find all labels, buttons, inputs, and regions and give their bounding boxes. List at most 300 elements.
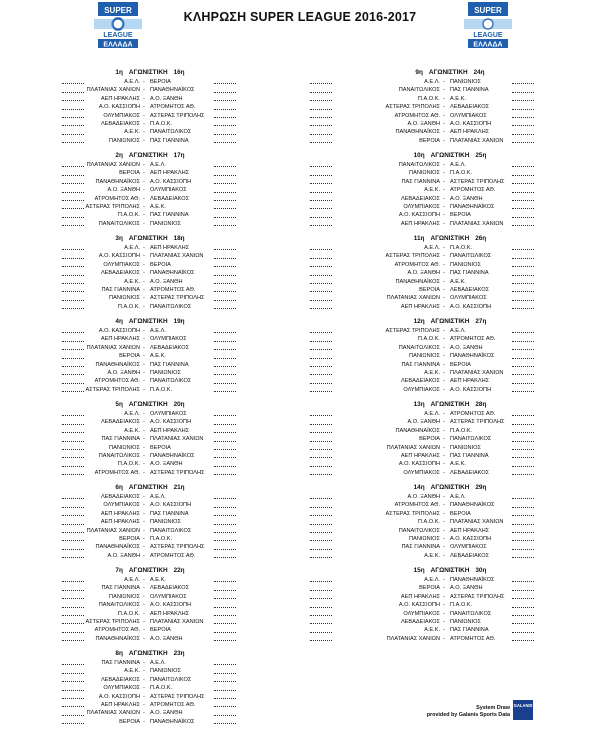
home-team: Α.Ο. ΚΑΣΣΙΟΠΗ [98, 104, 140, 111]
score-blank-right [512, 410, 534, 418]
score-blank-right [512, 86, 534, 94]
round-block [0, 234, 300, 317]
match-row [0, 335, 300, 343]
score-blank-left [62, 469, 84, 477]
home-team: Α.Ε.Κ. [124, 129, 140, 136]
match-separator: - [143, 676, 145, 683]
away-team: ΠΑΣ ΓΙΑΝΝΙΝΑ [150, 510, 189, 517]
score-blank-left [62, 294, 84, 302]
home-team: Π.Α.Ο.Κ. [417, 336, 440, 343]
match-separator: - [143, 602, 145, 609]
home-team: ΑΕΠ ΗΡΑΚΛΗΣ [100, 336, 140, 343]
match-separator: - [143, 129, 145, 136]
round-header-ret: 17η [173, 152, 185, 159]
round-header-label: ΑΓΩΝΙΣΤΙΚΗ [430, 318, 470, 325]
match-separator: - [443, 585, 445, 592]
match-separator: - [443, 635, 445, 642]
home-team: ΠΑΝΑΙΤΩΛΙΚΟΣ [398, 162, 440, 168]
score-blank-right [214, 667, 236, 675]
score-blank-right [214, 535, 236, 543]
score-blank-right [214, 610, 236, 618]
home-team: ΠΑΝΙΩΝΙΟΣ [409, 170, 440, 177]
match-row [300, 195, 600, 203]
match-separator: - [143, 535, 145, 542]
match-separator: - [143, 195, 145, 202]
away-team: Α.Ο. ΞΑΝΘΗ [450, 195, 483, 202]
match-row [300, 460, 600, 468]
round-header [0, 68, 300, 78]
home-team: Π.Α.Ο.Κ. [117, 610, 140, 617]
match-row [0, 584, 300, 592]
match-row [300, 161, 600, 169]
score-blank-left [62, 444, 84, 452]
round-header [300, 317, 600, 327]
round-header-label: ΑΓΩΝΙΣΤΙΚΗ [428, 69, 468, 76]
match-separator: - [443, 544, 445, 551]
match-row [0, 601, 300, 609]
score-blank-left [310, 161, 332, 169]
match-separator: - [143, 461, 145, 468]
score-blank-left [62, 626, 84, 634]
away-team: ΑΣΤΕΡΑΣ ΤΡΙΠΟΛΗΣ [150, 693, 205, 700]
match-row [0, 444, 300, 452]
home-team: Α.Ε.Λ. [124, 577, 140, 583]
score-blank-left [62, 128, 84, 136]
score-blank-left [310, 137, 332, 145]
home-team: ΟΛΥΜΠΙΑΚΟΣ [403, 610, 440, 617]
score-blank-right [512, 211, 534, 219]
match-separator: - [143, 469, 145, 476]
away-team: Α.Ε.Κ. [150, 353, 166, 360]
away-team: Π.Α.Ο.Κ. [150, 120, 173, 127]
home-team: ΑΤΡΟΜΗΤΟΣ ΑΘ. [394, 261, 440, 268]
match-row [0, 659, 300, 667]
match-row [300, 469, 600, 477]
score-blank-right [512, 195, 534, 203]
round-block [300, 68, 600, 151]
match-separator: - [143, 328, 145, 334]
away-team: ΟΛΥΜΠΙΑΚΟΣ [150, 593, 187, 600]
round-header-num: 3η [115, 235, 123, 242]
score-blank-right [512, 203, 534, 211]
home-team: ΛΕΒΑΔΕΙΑΚΟΣ [100, 270, 140, 277]
score-blank-right [512, 169, 534, 177]
round-block [0, 483, 300, 566]
match-row [300, 576, 600, 584]
galanis-logo: GALANIS [513, 700, 533, 720]
match-row [0, 286, 300, 294]
score-blank-left [62, 693, 84, 701]
score-blank-left [310, 452, 332, 460]
score-blank-left [62, 452, 84, 460]
match-separator: - [143, 452, 145, 459]
score-blank-left [62, 618, 84, 626]
round-header-label: ΑΓΩΝΙΣΤΙΚΗ [128, 152, 168, 159]
score-blank-right [214, 203, 236, 211]
score-blank-right [214, 377, 236, 385]
home-team: ΠΑΣ ΓΙΑΝΝΙΝΑ [101, 660, 140, 666]
score-blank-left [310, 344, 332, 352]
score-blank-left [62, 186, 84, 194]
home-team: Α.Ε.Λ. [124, 411, 140, 417]
round-header-label: ΑΓΩΝΙΣΤΙΚΗ [128, 484, 168, 491]
away-team: Α.Ο. ΞΑΝΘΗ [150, 635, 183, 642]
score-blank-left [310, 527, 332, 535]
match-separator: - [143, 618, 145, 625]
score-blank-left [310, 543, 332, 551]
score-blank-left [62, 78, 84, 86]
home-team: ΑΕΠ ΗΡΑΚΛΗΣ [400, 303, 440, 310]
score-blank-left [310, 469, 332, 477]
score-blank-right [214, 418, 236, 426]
away-team: ΒΕΡΟΙΑ [450, 212, 471, 219]
score-blank-right [214, 78, 236, 86]
score-blank-right [512, 601, 534, 609]
score-blank-left [62, 701, 84, 709]
away-team: ΑΤΡΟΜΗΤΟΣ ΑΘ. [150, 552, 196, 559]
match-row [0, 244, 300, 252]
score-blank-left [310, 593, 332, 601]
home-team: Α.Ο. ΚΑΣΣΙΟΠΗ [98, 328, 140, 334]
home-team: ΒΕΡΟΙΑ [119, 170, 140, 177]
match-row [300, 410, 600, 418]
score-blank-right [512, 269, 534, 277]
away-team: ΒΕΡΟΙΑ [450, 510, 471, 517]
match-separator: - [443, 336, 445, 343]
home-team: Α.Ο. ΞΑΝΘΗ [407, 419, 440, 426]
score-blank-right [214, 137, 236, 145]
score-blank-left [62, 659, 84, 667]
home-team: ΠΑΣ ΓΙΑΝΝΙΝΑ [101, 436, 140, 443]
score-blank-left [62, 278, 84, 286]
match-row [300, 369, 600, 377]
score-blank-right [512, 576, 534, 584]
round-block [300, 234, 600, 317]
match-row [0, 78, 300, 86]
score-blank-left [62, 684, 84, 692]
match-separator: - [443, 610, 445, 617]
score-blank-left [62, 501, 84, 509]
match-separator: - [443, 120, 445, 127]
home-team: Α.Ο. ΚΑΣΣΙΟΠΗ [398, 602, 440, 609]
score-blank-right [214, 618, 236, 626]
match-separator: - [143, 552, 145, 559]
score-blank-left [62, 377, 84, 385]
match-row [300, 244, 600, 252]
round-header-num: 2η [115, 152, 123, 159]
score-blank-left [310, 294, 332, 302]
score-blank-right [512, 220, 534, 228]
match-separator: - [443, 344, 445, 351]
match-row [0, 552, 300, 560]
score-blank-left [62, 261, 84, 269]
home-team: ΠΑΝΙΩΝΙΟΣ [409, 535, 440, 542]
home-team: ΑΤΡΟΜΗΤΟΣ ΑΘ. [94, 469, 140, 476]
away-team: Π.Α.Ο.Κ. [450, 245, 473, 251]
score-blank-left [62, 667, 84, 675]
away-team: Α.Ο. ΞΑΝΘΗ [150, 278, 183, 285]
match-separator: - [143, 411, 145, 417]
home-team: ΑΤΡΟΜΗΤΟΣ ΑΘ. [94, 627, 140, 634]
home-team: ΑΕΠ ΗΡΑΚΛΗΣ [100, 95, 140, 102]
score-blank-right [512, 128, 534, 136]
score-blank-right [512, 386, 534, 394]
match-row [0, 452, 300, 460]
home-team: ΑΕΠ ΗΡΑΚΛΗΣ [400, 220, 440, 227]
round-header-num: 13η [413, 401, 425, 408]
round-block [300, 566, 600, 649]
home-team: ΠΑΝΙΩΝΙΟΣ [409, 353, 440, 360]
home-team: ΠΑΝΑΙΤΩΛΙΚΟΣ [98, 602, 140, 609]
rounds-column-right [300, 68, 600, 649]
home-team: Α.Ε.Κ. [424, 552, 440, 559]
score-blank-left [62, 252, 84, 260]
home-team: ΑΕΠ ΗΡΑΚΛΗΣ [100, 510, 140, 517]
round-block [300, 483, 600, 566]
match-row [300, 386, 600, 394]
match-row [300, 211, 600, 219]
score-blank-left [62, 552, 84, 560]
home-team: ΒΕΡΟΙΑ [119, 535, 140, 542]
home-team: ΠΑΝΑΘΗΝΑΪΚΟΣ [395, 427, 440, 434]
home-team: ΑΤΡΟΜΗΤΟΣ ΑΘ. [394, 502, 440, 509]
away-team: ΠΑΝΑΘΗΝΑΪΚΟΣ [450, 502, 495, 509]
score-blank-right [214, 659, 236, 667]
footer-system-draw: System Draw [476, 705, 510, 711]
home-team: Π.Α.Ο.Κ. [117, 303, 140, 310]
score-blank-left [310, 327, 332, 335]
svg-text:LEAGUE: LEAGUE [473, 32, 503, 39]
away-team: ΑΤΡΟΜΗΤΟΣ ΑΘ. [150, 701, 196, 708]
match-row [0, 86, 300, 94]
score-blank-right [214, 220, 236, 228]
away-team: ΟΛΥΜΠΙΑΚΟΣ [150, 187, 187, 194]
score-blank-left [62, 211, 84, 219]
home-team: ΑΣΤΕΡΑΣ ΤΡΙΠΟΛΗΣ [385, 104, 440, 111]
away-team: Α.Ε.Κ. [450, 278, 466, 285]
round-header-num: 4η [115, 318, 123, 325]
home-team: Π.Α.Ο.Κ. [117, 212, 140, 219]
home-team: ΠΑΝΙΩΝΙΟΣ [109, 444, 140, 451]
home-team: ΑΤΡΟΜΗΤΟΣ ΑΘ. [94, 378, 140, 385]
away-team: ΠΑΝΑΘΗΝΑΪΚΟΣ [450, 577, 495, 583]
away-team: ΒΕΡΟΙΑ [150, 627, 171, 634]
match-row [0, 626, 300, 634]
match-row [300, 518, 600, 526]
score-blank-right [214, 294, 236, 302]
score-blank-left [62, 112, 84, 120]
match-separator: - [443, 278, 445, 285]
score-blank-right [512, 501, 534, 509]
match-separator: - [143, 635, 145, 642]
score-blank-right [512, 261, 534, 269]
home-team: ΠΑΝΑΘΗΝΑΪΚΟΣ [395, 129, 440, 136]
round-header-label: ΑΓΩΝΙΣΤΙΚΗ [430, 567, 470, 574]
match-separator: - [143, 353, 145, 360]
match-separator: - [443, 295, 445, 302]
round-header [0, 234, 300, 244]
score-blank-right [512, 335, 534, 343]
match-separator: - [443, 112, 445, 119]
score-blank-right [214, 510, 236, 518]
match-separator: - [143, 668, 145, 675]
score-blank-right [214, 626, 236, 634]
match-row [300, 361, 600, 369]
home-team: Α.Ε.Κ. [424, 627, 440, 634]
match-separator: - [443, 253, 445, 260]
score-blank-left [310, 195, 332, 203]
match-row [300, 103, 600, 111]
home-team: Α.Ο. ΞΑΝΘΗ [107, 552, 140, 559]
score-blank-right [214, 103, 236, 111]
home-team: ΠΑΝΑΙΤΩΛΙΚΟΣ [398, 87, 440, 94]
score-blank-right [512, 186, 534, 194]
match-row [300, 510, 600, 518]
away-team: ΛΕΒΑΔΕΙΑΚΟΣ [450, 104, 490, 111]
match-separator: - [443, 286, 445, 293]
home-team: ΠΑΣ ΓΙΑΝΝΙΝΑ [101, 286, 140, 293]
home-team: ΛΕΒΑΔΕΙΑΚΟΣ [400, 618, 440, 625]
match-separator: - [443, 361, 445, 368]
match-separator: - [443, 369, 445, 376]
match-separator: - [443, 427, 445, 434]
match-row [300, 128, 600, 136]
match-separator: - [443, 386, 445, 393]
match-separator: - [143, 270, 145, 277]
match-row [0, 195, 300, 203]
home-team: ΟΛΥΜΠΙΑΚΟΣ [103, 112, 140, 119]
score-blank-right [512, 552, 534, 560]
round-block [0, 566, 300, 649]
away-team: ΠΑΣ ΓΙΑΝΝΙΝΑ [450, 452, 489, 459]
score-blank-left [62, 86, 84, 94]
home-team: ΛΕΒΑΔΕΙΑΚΟΣ [100, 494, 140, 500]
match-separator: - [443, 245, 445, 251]
match-separator: - [443, 87, 445, 94]
match-separator: - [143, 701, 145, 708]
home-team: ΒΕΡΟΙΑ [419, 436, 440, 443]
home-team: Α.Ο. ΚΑΣΣΙΟΠΗ [98, 693, 140, 700]
score-blank-right [214, 261, 236, 269]
score-blank-right [214, 344, 236, 352]
match-separator: - [443, 494, 445, 500]
score-blank-left [62, 103, 84, 111]
round-header-label: ΑΓΩΝΙΣΤΙΚΗ [430, 401, 470, 408]
match-separator: - [443, 328, 445, 334]
match-separator: - [443, 187, 445, 194]
match-row [0, 211, 300, 219]
home-team: ΑΕΠ ΗΡΑΚΛΗΣ [100, 519, 140, 526]
away-team: ΠΑΝΑΘΗΝΑΪΚΟΣ [150, 270, 195, 277]
away-team: Α.Ο. ΚΑΣΣΙΟΠΗ [150, 419, 192, 426]
score-blank-left [62, 510, 84, 518]
score-blank-right [512, 286, 534, 294]
away-team: Α.Ο. ΚΑΣΣΙΟΠΗ [450, 386, 492, 393]
match-separator: - [443, 104, 445, 111]
home-team: Α.Ο. ΞΑΝΘΗ [407, 120, 440, 127]
match-row [0, 610, 300, 618]
away-team: Α.Ο. ΞΑΝΘΗ [450, 585, 483, 592]
match-separator: - [143, 419, 145, 426]
score-blank-left [62, 361, 84, 369]
round-header-num: 11η [413, 235, 425, 242]
match-row [0, 252, 300, 260]
match-row [300, 278, 600, 286]
match-separator: - [143, 369, 145, 376]
score-blank-left [310, 460, 332, 468]
match-separator: - [143, 386, 145, 393]
score-blank-left [310, 220, 332, 228]
away-team: ΠΑΝΑΘΗΝΑΪΚΟΣ [150, 718, 195, 725]
home-team: Α.Ε.Λ. [124, 245, 140, 251]
match-row [300, 584, 600, 592]
away-team: Α.Ο. ΚΑΣΣΙΟΠΗ [150, 602, 192, 609]
score-blank-right [512, 418, 534, 426]
away-team: ΠΑΝΑΙΤΩΛΙΚΟΣ [150, 129, 192, 136]
away-team: Π.Α.Ο.Κ. [450, 602, 473, 609]
score-blank-right [512, 535, 534, 543]
score-blank-right [512, 593, 534, 601]
match-row [300, 286, 600, 294]
score-blank-right [512, 510, 534, 518]
away-team: Α.Ο. ΞΑΝΘΗ [450, 344, 483, 351]
score-blank-left [62, 518, 84, 526]
match-separator: - [143, 253, 145, 260]
score-blank-right [512, 460, 534, 468]
home-team: ΠΛΑΤΑΝΙΑΣ ΧΑΝΙΩΝ [386, 295, 440, 302]
round-header [300, 151, 600, 161]
svg-text:SUPER: SUPER [104, 6, 132, 15]
match-row [0, 709, 300, 717]
match-row [300, 427, 600, 435]
away-team: Α.Ο. ΚΑΣΣΙΟΠΗ [450, 535, 492, 542]
match-row [0, 435, 300, 443]
rounds-column-left [0, 68, 300, 732]
match-row [300, 635, 600, 643]
round-header [0, 566, 300, 576]
score-blank-left [310, 120, 332, 128]
match-separator: - [143, 187, 145, 194]
score-blank-left [62, 303, 84, 311]
score-blank-right [512, 78, 534, 86]
score-blank-right [214, 86, 236, 94]
away-team: ΒΕΡΟΙΑ [150, 444, 171, 451]
score-blank-right [214, 709, 236, 717]
away-team: ΠΑΝΑΙΤΩΛΙΚΟΣ [150, 527, 192, 534]
away-team: ΠΑΝΑΙΤΩΛΙΚΟΣ [450, 253, 492, 260]
away-team: ΑΣΤΕΡΑΣ ΤΡΙΠΟΛΗΣ [150, 112, 205, 119]
score-blank-left [310, 352, 332, 360]
score-blank-right [214, 278, 236, 286]
score-blank-right [214, 584, 236, 592]
score-blank-right [214, 444, 236, 452]
match-separator: - [143, 278, 145, 285]
match-separator: - [143, 104, 145, 111]
score-blank-right [214, 693, 236, 701]
away-team: ΠΛΑΤΑΝΙΑΣ ΧΑΝΙΩΝ [450, 220, 504, 227]
score-blank-left [310, 169, 332, 177]
score-blank-right [512, 626, 534, 634]
match-separator: - [143, 436, 145, 443]
score-blank-left [62, 352, 84, 360]
home-team: ΟΛΥΜΠΙΑΚΟΣ [403, 469, 440, 476]
match-separator: - [443, 303, 445, 310]
match-row [0, 693, 300, 701]
match-separator: - [443, 79, 445, 85]
score-blank-right [512, 493, 534, 501]
away-team: ΠΛΑΤΑΝΙΑΣ ΧΑΝΙΩΝ [150, 253, 204, 260]
home-team: ΑΕΠ ΗΡΑΚΛΗΣ [100, 701, 140, 708]
